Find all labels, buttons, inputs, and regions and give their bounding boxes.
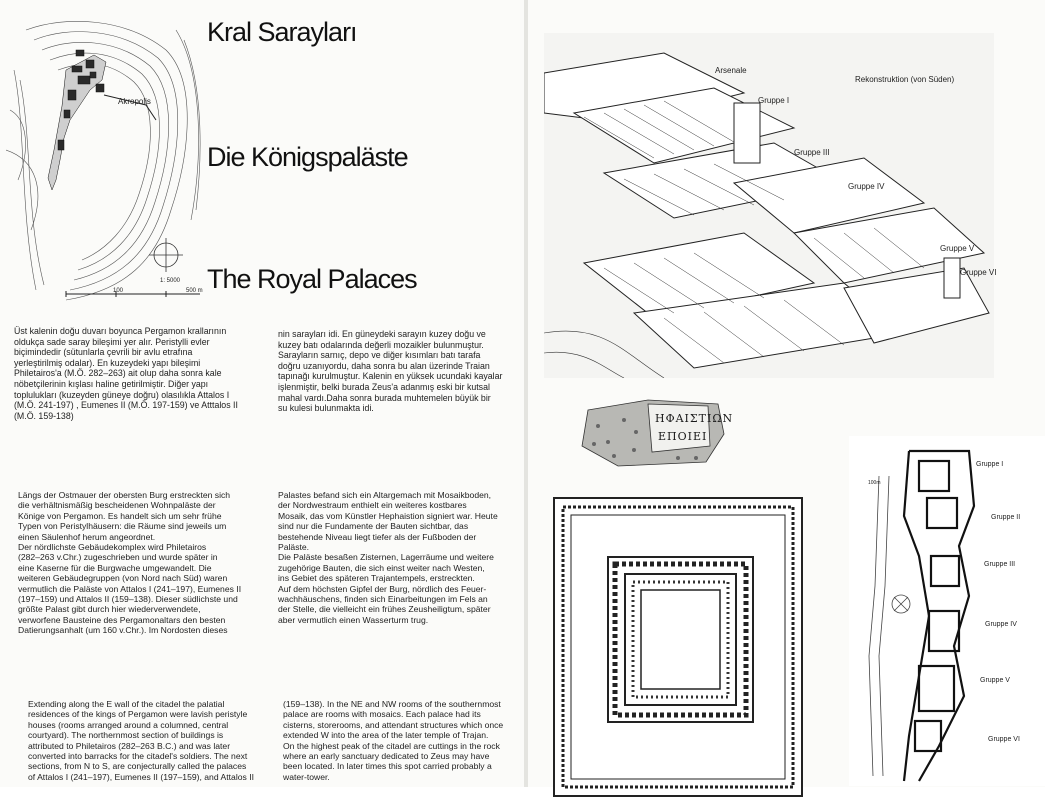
label-plan-gruppe-5: Gruppe V — [980, 677, 1010, 684]
hephaistion-inscription-stone — [578, 396, 734, 468]
right-page — [528, 0, 1045, 787]
label-recon-gruppe-6: Gruppe VI — [960, 268, 997, 277]
label-arsenale: Arsenale — [715, 66, 747, 75]
text-german-right: Palastes befand sich ein Altargemach mit Mosaikboden, der Nordwestraum enthielt ein weiteres kostbares Mosaik, das vom Künstler Hephaistion signiert war. Heute sind nur die Fundamente der Bauten sichtbar, das bestehende Niveau liegt tiefer als der Fußboden der Paläste. Die Paläste besaßen Zisternen, Lagerräume und weitere zugehörige Bauten, die sich einst weiter nach Westen, ins Gebiet des späteren Trajantempels, erstreckten. Auf dem höchsten Gipfel der Burg, nördlich des Feuer- wachhäuschens, finden sich Einarbeitungen im Fels an der Stelle, die vielleicht ein frühes Zeusheiligtum, später aber vermutlich einen Wasserturm trug. — [278, 490, 498, 625]
akropolis-map-label: Akropolis — [118, 97, 151, 106]
title-turkish: Kral Sarayları — [207, 17, 357, 47]
label-plan-gruppe-3: Gruppe III — [984, 561, 1016, 568]
inscription-line-1: ΗΦΑΙΣΤΙΩΝ — [655, 412, 734, 425]
label-plan-gruppe-6: Gruppe VI — [988, 736, 1020, 743]
akropolis-topographic-map — [6, 10, 206, 310]
label-recon-gruppe-3: Gruppe III — [794, 148, 830, 157]
palace-reconstruction-drawing — [544, 33, 997, 378]
label-recon-gruppe-1: Gruppe I — [758, 96, 790, 105]
inscription-line-2: ΕΠΟΙΕΙ — [658, 430, 708, 443]
left-page — [0, 0, 524, 787]
label-plan-scale: 100m — [868, 480, 881, 486]
label-recon-gruppe-4: Gruppe IV — [848, 182, 885, 191]
label-plan-gruppe-2: Gruppe II — [991, 514, 1021, 521]
text-german-left: Längs der Ostmauer der obersten Burg erstreckten sich die verhältnismäßig bescheidenen Wohnpaläste der Könige von Pergamon. Es handelt sich um sehr frühe Typen von Peristylhäusern: die Räume sind jeweils um einen Säulenhof herum angeordnet. Der nördlichste Gebäudekomplex wird Philetairos (282–263 v.Chr.) zugeschrieben und wurde später in eine Kaserne für die Burgwache umgewandelt. Die weiteren Gebäudegruppen (von Nord nach Süd) waren vermutlich die Paläste von Attalos I (241–197), Eumenes II (197–159) und Attalos II (159–138). Dieser südlichste und größte Palast gibt durch hier wiederverwendete, verworfene Bausteine des Pergamonaltars den besten Datierungsanhalt (um 160 v.Chr.). Im Nordosten dieses — [18, 490, 242, 636]
title-german: Die Königspaläste — [207, 142, 408, 172]
text-turkish-right: nin sarayları idi. En güneydeki sarayın kuzey doğu ve kuzey batı odalarında değerli mozaikler bulunmuştur. Sarayların sarnıç, depo ve diğer kısımları batı tarafa doğru uzanıyordu, daha sonra bu alan üzerinde Traian tapınağı kurulmuştur. Kalenin en yüksek ucundaki kayalar işlenmiştir, belki burada Zeus'a adanmış eski bir kutsal mahal vardı.Daha sonra burada muhtemelen büyük bir su kulesi bulunmakta idi. — [278, 329, 503, 414]
label-recon-gruppe-5: Gruppe V — [940, 244, 975, 253]
mosaic-floor-drawing — [553, 497, 803, 797]
map-scale-100: 100 — [113, 288, 124, 294]
label-reconstruction: Rekonstruktion (von Süden) — [855, 75, 955, 84]
label-plan-gruppe-4: Gruppe IV — [985, 621, 1017, 628]
text-turkish-left: Üst kalenin doğu duvarı boyunca Pergamon krallarının oldukça sade saray bileşimi yer alır. Peristylli evler biçimindedir (sütunlarla çevrili bir avlu etrafına yerleştirilmiş odalar). En kuzeydeki yapı bileşimi Philetairos'a (M.Ö. 282–263) ait olup daha sonra kale nöbetçilerinin kışlası haline getirilmiştir. Diğer yapı toplulukları (kuzeyden güneye doğru) olasılıkla Attalos I (M.Ö. 241-197) , Eumenes II (M.Ö. 197-159) ve Atttalos II (M.Ö. 159-138) — [14, 326, 238, 421]
palace-groups-plan — [849, 436, 1045, 786]
map-scale-500: 500 m — [186, 288, 203, 294]
text-english-right: (159–138). In the NE and NW rooms of the southernmost palace are rooms with mosaics. Each palace had its cisterns, storerooms, and attendant structures which once extended W into the area of the later temple of Trajan. On the highest peak of the citadel are cuttings in the rock where an early sanctuary dedicated to Zeus may have been located. In later times this spot carried probably a water-tower. — [283, 699, 504, 782]
label-plan-gruppe-1: Gruppe I — [976, 461, 1004, 468]
title-english: The Royal Palaces — [207, 264, 417, 294]
map-scale-ratio: 1: 5000 — [160, 278, 181, 284]
text-english-left: Extending along the E wall of the citadel the palatial residences of the kings of Pergamon were lavish peristyle houses (rooms arranged around a columned, central courtyard). The northernmost section of buildings is attributed to Philetairos (282–263 B.C.) and was later converted into barracks for the citadel's soldiers. The next sections, from N to S, are conjecturally called the palaces of Attalos I (241–197), Eumenes II (197–159), and Attalos II — [28, 699, 254, 782]
